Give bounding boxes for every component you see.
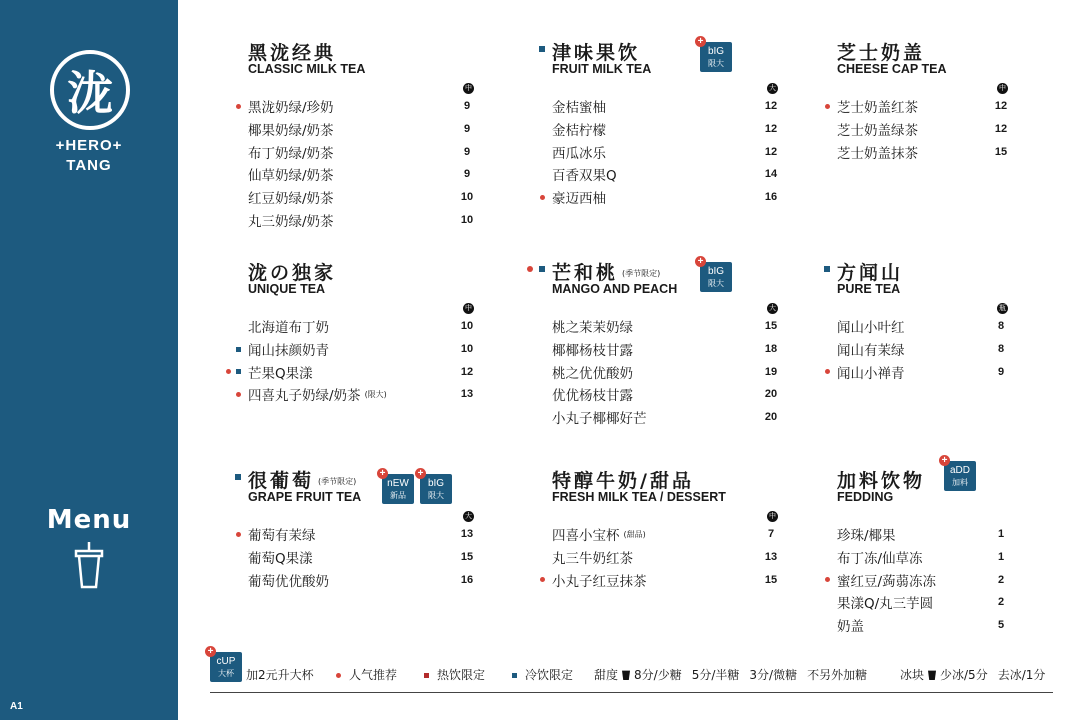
legend-cold — [512, 666, 573, 683]
item-list — [552, 523, 787, 591]
menu-item — [552, 315, 787, 338]
menu-item — [248, 208, 483, 231]
item-price: 20 — [764, 411, 778, 424]
item-name: 葡萄优优酸奶 — [248, 573, 329, 590]
section-fruit — [552, 36, 787, 208]
item-price: 12 — [994, 123, 1008, 136]
cold-square-icon — [539, 266, 545, 272]
item-price: 9 — [463, 100, 471, 113]
sweetness-option: 5分/半糖 — [691, 668, 740, 682]
section-subtitle: FEDDING — [837, 490, 894, 504]
cold-square-icon — [824, 266, 830, 272]
section-mango — [552, 256, 787, 428]
item-list — [837, 315, 1017, 383]
badge-cn: 限大 — [428, 491, 444, 500]
item-name: 椰椰杨枝甘露 — [552, 343, 633, 360]
section-title-text: 很葡萄 — [248, 470, 315, 492]
badge-cn: 新品 — [390, 491, 406, 500]
item-price: 9 — [463, 168, 471, 181]
item-price: 13 — [460, 528, 474, 541]
cup-upsize-badge — [207, 646, 242, 682]
legend-hot — [424, 666, 485, 683]
badge-en: bIG — [707, 46, 725, 57]
item-price: 8 — [997, 343, 1005, 356]
section-title — [552, 258, 660, 285]
item-name: 葡萄有茉绿 — [248, 528, 316, 545]
big-only-badge — [697, 256, 732, 292]
item-name: 小丸子红豆抹茶 — [552, 573, 647, 590]
menu-item — [552, 406, 787, 429]
menu-item — [837, 360, 1017, 383]
item-name: 红豆奶绿/奶茶 — [248, 191, 334, 208]
section-subtitle: MANGO AND PEACH — [552, 282, 678, 296]
item-price: 10 — [460, 320, 474, 333]
section-milk-dessert — [552, 466, 787, 590]
popular-dot-icon — [236, 532, 241, 537]
badge-en: bIG — [707, 266, 725, 277]
section-subtitle: UNIQUE TEA — [248, 282, 326, 296]
section-subtitle: CHEESE CAP TEA — [837, 62, 947, 76]
legend-sweetness — [594, 666, 867, 683]
menu-item — [837, 568, 1017, 591]
section-subtitle: CLASSIC MILK TEA — [248, 62, 366, 76]
badge-cn: 限大 — [708, 279, 724, 288]
item-price: 12 — [460, 365, 474, 378]
item-name: 闻山抹颜奶青 — [248, 343, 329, 360]
menu-item — [248, 186, 483, 209]
menu-item — [248, 383, 483, 406]
popular-dot-icon — [236, 392, 241, 397]
badge-en: cUP — [216, 656, 236, 667]
item-name: 四喜丸子奶绿/奶茶 — [248, 388, 361, 405]
plus-icon: + — [939, 455, 950, 466]
item-name: 闻山小叶红 — [837, 320, 905, 337]
item-list — [552, 95, 787, 208]
item-name: 芒果Q果漾 — [248, 365, 313, 382]
item-price: 12 — [994, 100, 1008, 113]
ice-option: 少冰/5分 — [940, 668, 988, 682]
size-medium-icon: 中 — [465, 84, 472, 92]
item-name: 丸三奶绿/奶茶 — [248, 213, 334, 230]
popular-dot-icon — [825, 104, 830, 109]
popular-dot-icon — [825, 369, 830, 374]
item-price: 2 — [997, 596, 1005, 609]
item-name: 闻山小禅青 — [837, 365, 905, 382]
menu-item — [552, 523, 787, 546]
size-large-icon: 大 — [769, 84, 776, 92]
item-price: 15 — [764, 320, 778, 333]
menu-item — [248, 523, 483, 546]
plus-icon: + — [205, 646, 216, 657]
section-title: 加料饮物 — [837, 470, 926, 492]
item-name: 金桔柠檬 — [552, 123, 606, 140]
item-price: 12 — [764, 145, 778, 158]
cup-icon — [622, 669, 630, 680]
item-price: 9 — [997, 365, 1005, 378]
hot-square-icon — [424, 673, 429, 678]
menu-item — [552, 338, 787, 361]
item-name: 葡萄Q果漾 — [248, 551, 313, 568]
ice-option: 去冰/1分 — [997, 668, 1046, 682]
item-price: 18 — [764, 343, 778, 356]
item-name: 仙草奶绿/奶茶 — [248, 168, 334, 185]
item-name: 芝士奶盖抹茶 — [837, 145, 918, 162]
item-name: 椰果奶绿/奶茶 — [248, 123, 334, 140]
item-name: 布丁奶绿/奶茶 — [248, 145, 334, 162]
item-name: 优优杨枝甘露 — [552, 388, 633, 405]
menu-item — [837, 140, 1017, 163]
menu-item — [837, 546, 1017, 569]
section-grape — [248, 466, 483, 590]
menu-item — [248, 360, 483, 383]
item-name: 闻山有茉绿 — [837, 343, 905, 360]
sweetness-label: 甜度 — [594, 668, 619, 682]
badge-cn: 大杯 — [218, 669, 234, 678]
menu-item — [248, 140, 483, 163]
size-large-icon: 大 — [465, 512, 472, 520]
item-name: 蜜红豆/蒟蒻冻冻 — [837, 573, 937, 590]
page-number: A1 — [10, 701, 23, 712]
item-price: 16 — [460, 573, 474, 586]
item-price: 15 — [764, 573, 778, 586]
section-classic — [248, 38, 483, 230]
section-cheese — [837, 38, 1017, 162]
brand-sidebar — [0, 0, 178, 720]
plus-icon: + — [695, 256, 706, 267]
badge-cn: 加料 — [952, 478, 968, 487]
item-price: 20 — [764, 388, 778, 401]
menu-item — [552, 360, 787, 383]
item-list — [552, 315, 787, 428]
legend-popular-text: 人气推荐 — [349, 668, 398, 682]
menu-item — [552, 546, 787, 569]
size-medium-icon: 中 — [465, 304, 472, 312]
item-name: 北海道布丁奶 — [248, 320, 329, 337]
item-list — [837, 95, 1017, 163]
section-pure — [837, 258, 1017, 382]
menu-label: Menu — [46, 505, 132, 535]
item-price: 13 — [460, 388, 474, 401]
popular-dot-icon — [336, 673, 341, 678]
item-price: 12 — [764, 100, 778, 113]
cold-square-icon — [539, 46, 545, 52]
size-large-icon: 大 — [769, 304, 776, 312]
item-name: 芝士奶盖绿茶 — [837, 123, 918, 140]
legend-ice — [900, 666, 1045, 683]
menu-item — [837, 591, 1017, 614]
menu-item — [248, 568, 483, 591]
section-title: 泷の独家 — [248, 262, 337, 284]
item-price: 9 — [463, 123, 471, 136]
item-name: 小丸子椰椰好芒 — [552, 411, 647, 428]
item-price: 1 — [997, 528, 1005, 541]
item-price: 2 — [997, 573, 1005, 586]
menu-item — [837, 315, 1017, 338]
badge-en: aDD — [949, 465, 970, 476]
menu-item — [837, 614, 1017, 637]
item-price: 15 — [460, 551, 474, 564]
ice-label: 冰块 — [900, 668, 925, 682]
item-name: 西瓜冰乐 — [552, 145, 606, 162]
badge-en: nEW — [387, 478, 409, 489]
item-price: 10 — [460, 213, 474, 226]
season-note: (季节限定) — [318, 477, 357, 486]
brand-name-line2: TANG — [66, 157, 112, 174]
item-note: (甜品) — [623, 529, 646, 539]
cup-icon — [74, 542, 104, 590]
legend-upsize: 加2元升大杯 — [246, 668, 314, 682]
item-name: 金桔蜜柚 — [552, 100, 606, 117]
season-note: (季节限定) — [622, 269, 661, 278]
legend-popular — [336, 666, 397, 683]
menu-item — [248, 163, 483, 186]
menu-item — [837, 118, 1017, 141]
item-price: 9 — [463, 145, 471, 158]
legend-bar — [207, 646, 1060, 690]
item-list — [248, 315, 483, 406]
item-name: 百香双果Q — [552, 168, 617, 185]
item-price: 10 — [460, 343, 474, 356]
item-name: 丸三牛奶红茶 — [552, 551, 633, 568]
cold-square-icon — [235, 474, 241, 480]
plus-icon: + — [695, 36, 706, 47]
menu-item — [248, 546, 483, 569]
section-title — [248, 466, 356, 493]
size-medium-icon: 中 — [999, 84, 1006, 92]
item-name: 芝士奶盖红茶 — [837, 100, 918, 117]
item-name: 布丁冻/仙草冻 — [837, 551, 923, 568]
item-name: 桃之优优酸奶 — [552, 365, 633, 382]
legend-hot-text: 热饮限定 — [437, 668, 486, 682]
legend-cold-text: 冷饮限定 — [525, 668, 574, 682]
cold-square-icon — [236, 369, 241, 374]
badge-cn: 限大 — [708, 59, 724, 68]
menu-item — [552, 95, 787, 118]
item-price: 14 — [764, 168, 778, 181]
item-price: 19 — [764, 365, 778, 378]
item-name: 四喜小宝杯 — [552, 528, 620, 545]
popular-dot-icon — [527, 266, 533, 272]
menu-item — [248, 95, 483, 118]
cold-square-icon — [236, 347, 241, 352]
section-title: 黑泷经典 — [248, 42, 337, 64]
menu-item — [248, 338, 483, 361]
item-name: 黑泷奶绿/珍奶 — [248, 100, 334, 117]
big-only-badge — [697, 36, 732, 72]
size-medium-icon: 中 — [769, 512, 776, 520]
menu-item — [837, 95, 1017, 118]
section-subtitle: GRAPE FRUIT TEA — [248, 490, 362, 504]
popular-dot-icon — [825, 577, 830, 582]
badge-en: bIG — [427, 478, 445, 489]
item-note: (限大) — [364, 389, 387, 399]
item-list — [248, 523, 483, 591]
section-subtitle: FRESH MILK TEA / DESSERT — [552, 490, 726, 504]
item-name: 珍珠/椰果 — [837, 528, 896, 545]
brand-name-line1: +HERO+ — [55, 137, 123, 154]
menu-item — [552, 186, 787, 209]
section-unique — [248, 258, 483, 405]
sweetness-option: 不另外加糖 — [807, 668, 868, 682]
item-price: 13 — [764, 551, 778, 564]
section-subtitle: FRUIT MILK TEA — [552, 62, 652, 76]
menu-item — [552, 383, 787, 406]
sweetness-option: 3分/微糖 — [749, 668, 798, 682]
item-price: 5 — [997, 619, 1005, 632]
plus-icon: + — [377, 468, 388, 479]
legend-divider — [210, 692, 1053, 693]
section-title: 方闻山 — [837, 262, 904, 284]
section-title: 津味果饮 — [552, 42, 641, 64]
big-only-badge — [417, 468, 452, 504]
plus-icon: + — [415, 468, 426, 479]
size-bottle-icon: 瓶 — [999, 304, 1006, 312]
item-name: 桃之茉茉奶绿 — [552, 320, 633, 337]
sweetness-option: 8分/少糖 — [634, 668, 682, 682]
cup-icon — [928, 669, 936, 680]
section-subtitle: PURE TEA — [837, 282, 901, 296]
popular-dot-icon — [540, 577, 545, 582]
logo-char: 泷 — [67, 66, 113, 120]
item-price: 10 — [460, 191, 474, 204]
item-list — [248, 95, 483, 231]
logo — [50, 50, 130, 130]
section-title: 芝士奶盖 — [837, 42, 926, 64]
menu-item — [837, 338, 1017, 361]
section-title: 特醇牛奶/甜品 — [552, 470, 694, 492]
item-name: 豪迈西柚 — [552, 191, 606, 208]
popular-dot-icon — [226, 369, 231, 374]
item-name: 奶盖 — [837, 619, 864, 636]
menu-item — [552, 118, 787, 141]
item-name: 果漾Q/丸三芋圆 — [837, 596, 934, 613]
menu-item — [837, 523, 1017, 546]
menu-item — [248, 118, 483, 141]
menu-item — [552, 163, 787, 186]
menu-item — [552, 568, 787, 591]
popular-dot-icon — [236, 104, 241, 109]
menu-item — [552, 140, 787, 163]
item-price: 7 — [767, 528, 775, 541]
add-on-badge — [941, 455, 976, 491]
item-price: 12 — [764, 123, 778, 136]
item-price: 15 — [994, 145, 1008, 158]
item-price: 16 — [764, 191, 778, 204]
new-badge — [379, 468, 414, 504]
item-price: 1 — [997, 551, 1005, 564]
menu-item — [248, 315, 483, 338]
item-price: 8 — [997, 320, 1005, 333]
section-title-text: 芒和桃 — [552, 262, 619, 284]
section-feeding — [837, 455, 1017, 636]
item-list — [837, 523, 1017, 636]
popular-dot-icon — [540, 195, 545, 200]
cold-square-icon — [512, 673, 517, 678]
